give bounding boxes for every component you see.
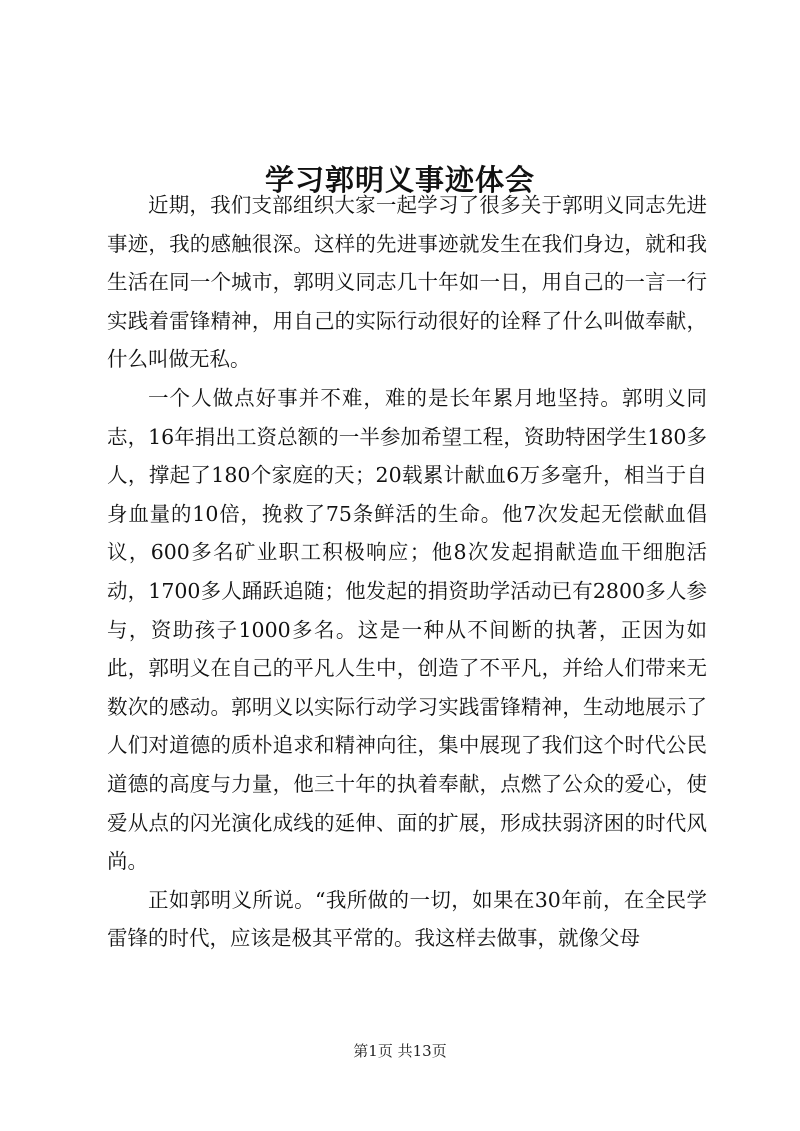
document-title: 学习郭明义事迹体会 xyxy=(264,163,535,198)
page-number-label: 第1页 共13页 xyxy=(353,1042,447,1060)
document-body xyxy=(107,186,707,958)
page-footer xyxy=(0,1040,800,1062)
paragraph-1: 近期，我们支部组织大家一起学习了很多关于郭明义同志先进事迹，我的感触很深。这样的先进事迹就发生在我们身边，就和我生活在同一个城市，郭明义同志几十年如一日，用自己的一言一行实践着雷锋精神，用自己的实际行动很好的诠释了什么叫做奉献，什么叫做无私。 xyxy=(107,193,707,372)
paragraph-2: 一个人做点好事并不难，难的是长年累月地坚持。郭明义同志，16年捐出工资总额的一半参加希望工程，资助特困学生180多人，撑起了180个家庭的天；20载累计献血6万多毫升，相当于自身血量的10倍，挽救了75条鲜活的生命。他7次发起无偿献血倡议，600多名矿业职工积极响应；他8次发起捐献造血干细胞活动，1700多人踊跃追随；他发起的捐资助学活动已有2800多人参与，资助孩子1000多名。这是一种从不间断的执著，正因为如此，郭明义在自己的平凡人生中，创造了不平凡，并给人们带来无数次的感动。郭明义以实际行动学习实践雷锋精神，生动地展示了人们对道德的质朴追求和精神向往，集中展现了我们这个时代公民道德的高度与力量，他三十年的执着奉献，点燃了公众的爱心，使爱从点的闪光演化成线的延伸、面的扩展，形成扶弱济困的时代风尚。 xyxy=(107,385,707,874)
paragraph-3: 正如郭明义所说。“我所做的一切，如果在30年前，在全民学雷锋的时代，应该是极其平常的。我这样去做事，就像父母 xyxy=(107,887,707,951)
